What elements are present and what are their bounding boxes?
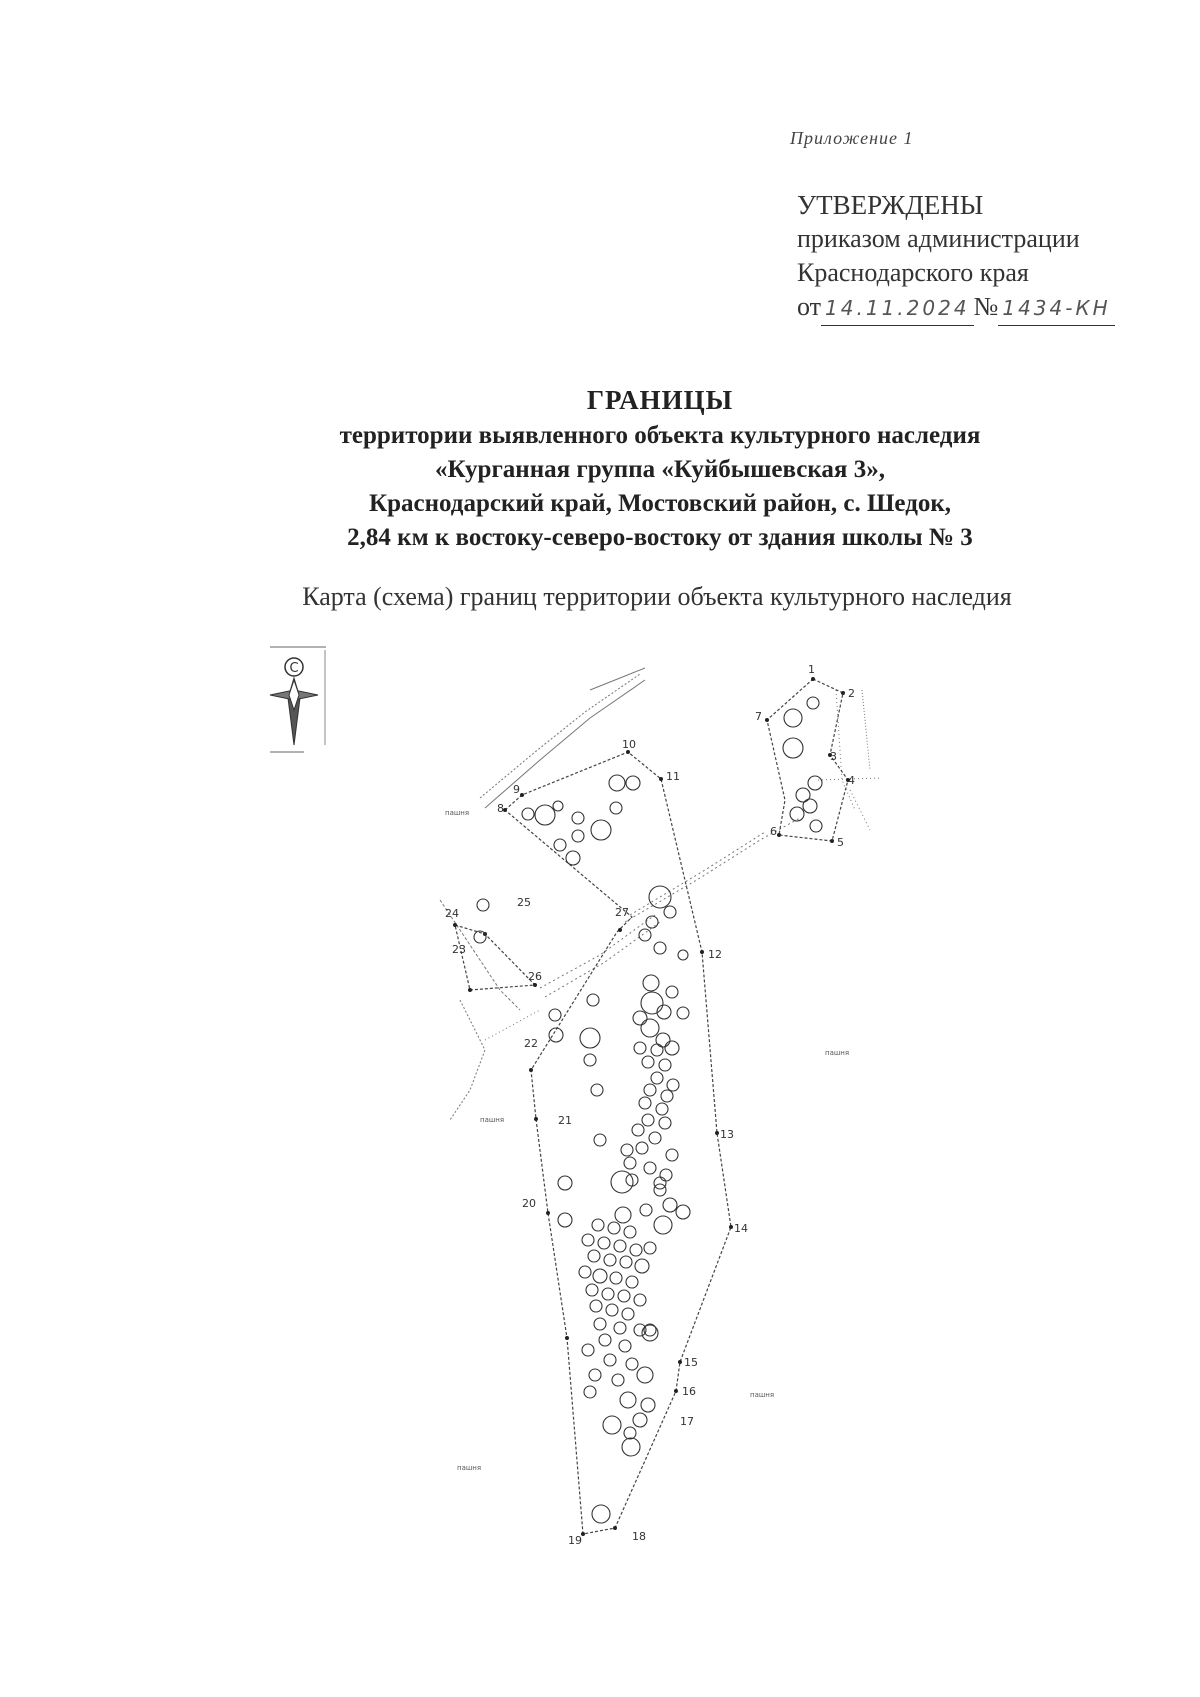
field-label: пашня [457,1464,482,1472]
title-line-4: 2,84 км к востоку-северо-востоку от здания школы № 3 [347,524,973,551]
point-label: 25 [517,896,531,909]
map-caption: Карта (схема) границ территории объекта культурного наследия [302,582,1012,611]
point-label: 17 [680,1415,694,1428]
point-label: 27 [615,906,629,919]
point-label: 20 [522,1197,536,1210]
point-labels [445,663,855,1547]
date-prefix: от [797,292,822,321]
field-label: пашня [750,1391,775,1399]
point-label: 4 [848,774,855,787]
number-prefix: № [973,292,999,321]
compass-north-letter: С [289,661,299,676]
appendix-label: Приложение 1 [790,128,914,148]
boundary-vertices [453,677,850,1536]
field-label: пашня [480,1116,505,1124]
territory-boundary-c [455,925,535,990]
handwritten-date: 14.11.2024 [821,291,974,326]
boundary-polygons [455,679,848,1534]
compass-rose-icon [270,647,326,752]
point-label: 5 [837,836,844,849]
point-label: 23 [452,943,466,956]
approval-line-1: приказом администрации [797,224,1080,253]
point-label: 12 [708,948,722,961]
mound-markers [474,697,822,1523]
point-label: 16 [682,1385,696,1398]
field-labels [445,809,849,1472]
point-label: 2 [848,687,855,700]
point-label: 15 [684,1356,698,1369]
point-label: 18 [632,1530,646,1543]
point-label: 14 [734,1222,748,1235]
background-lines [440,668,880,1120]
title-line-2: «Курганная группа «Куйбышевская 3», [435,456,885,483]
point-label: 22 [524,1037,538,1050]
point-label: 11 [666,770,680,783]
point-label: 9 [513,783,520,796]
point-label: 7 [755,710,762,723]
approval-heading: УТВЕРЖДЕНЫ [797,190,984,220]
title-heading: ГРАНИЦЫ [586,385,734,415]
approval-line-2: Краснодарского края [797,258,1029,287]
point-label: 3 [830,750,837,763]
title-line-3: Краснодарский край, Мостовский район, с. Шедок, [368,490,952,517]
field-label: пашня [825,1049,850,1057]
point-label: 8 [497,802,504,815]
point-label: 6 [770,825,777,838]
point-label: 13 [720,1128,734,1141]
field-label: пашня [445,809,470,817]
title-line-1: территории выявленного объекта культурного наследия [339,422,981,449]
point-label: 26 [528,970,542,983]
handwritten-number: 1434-КН [998,291,1114,326]
territory-boundary-b [505,752,731,1534]
point-label: 10 [622,738,636,751]
point-label: 19 [568,1534,582,1547]
point-label: 1 [808,663,815,676]
point-label: 21 [558,1114,572,1127]
point-label: 24 [445,907,459,920]
